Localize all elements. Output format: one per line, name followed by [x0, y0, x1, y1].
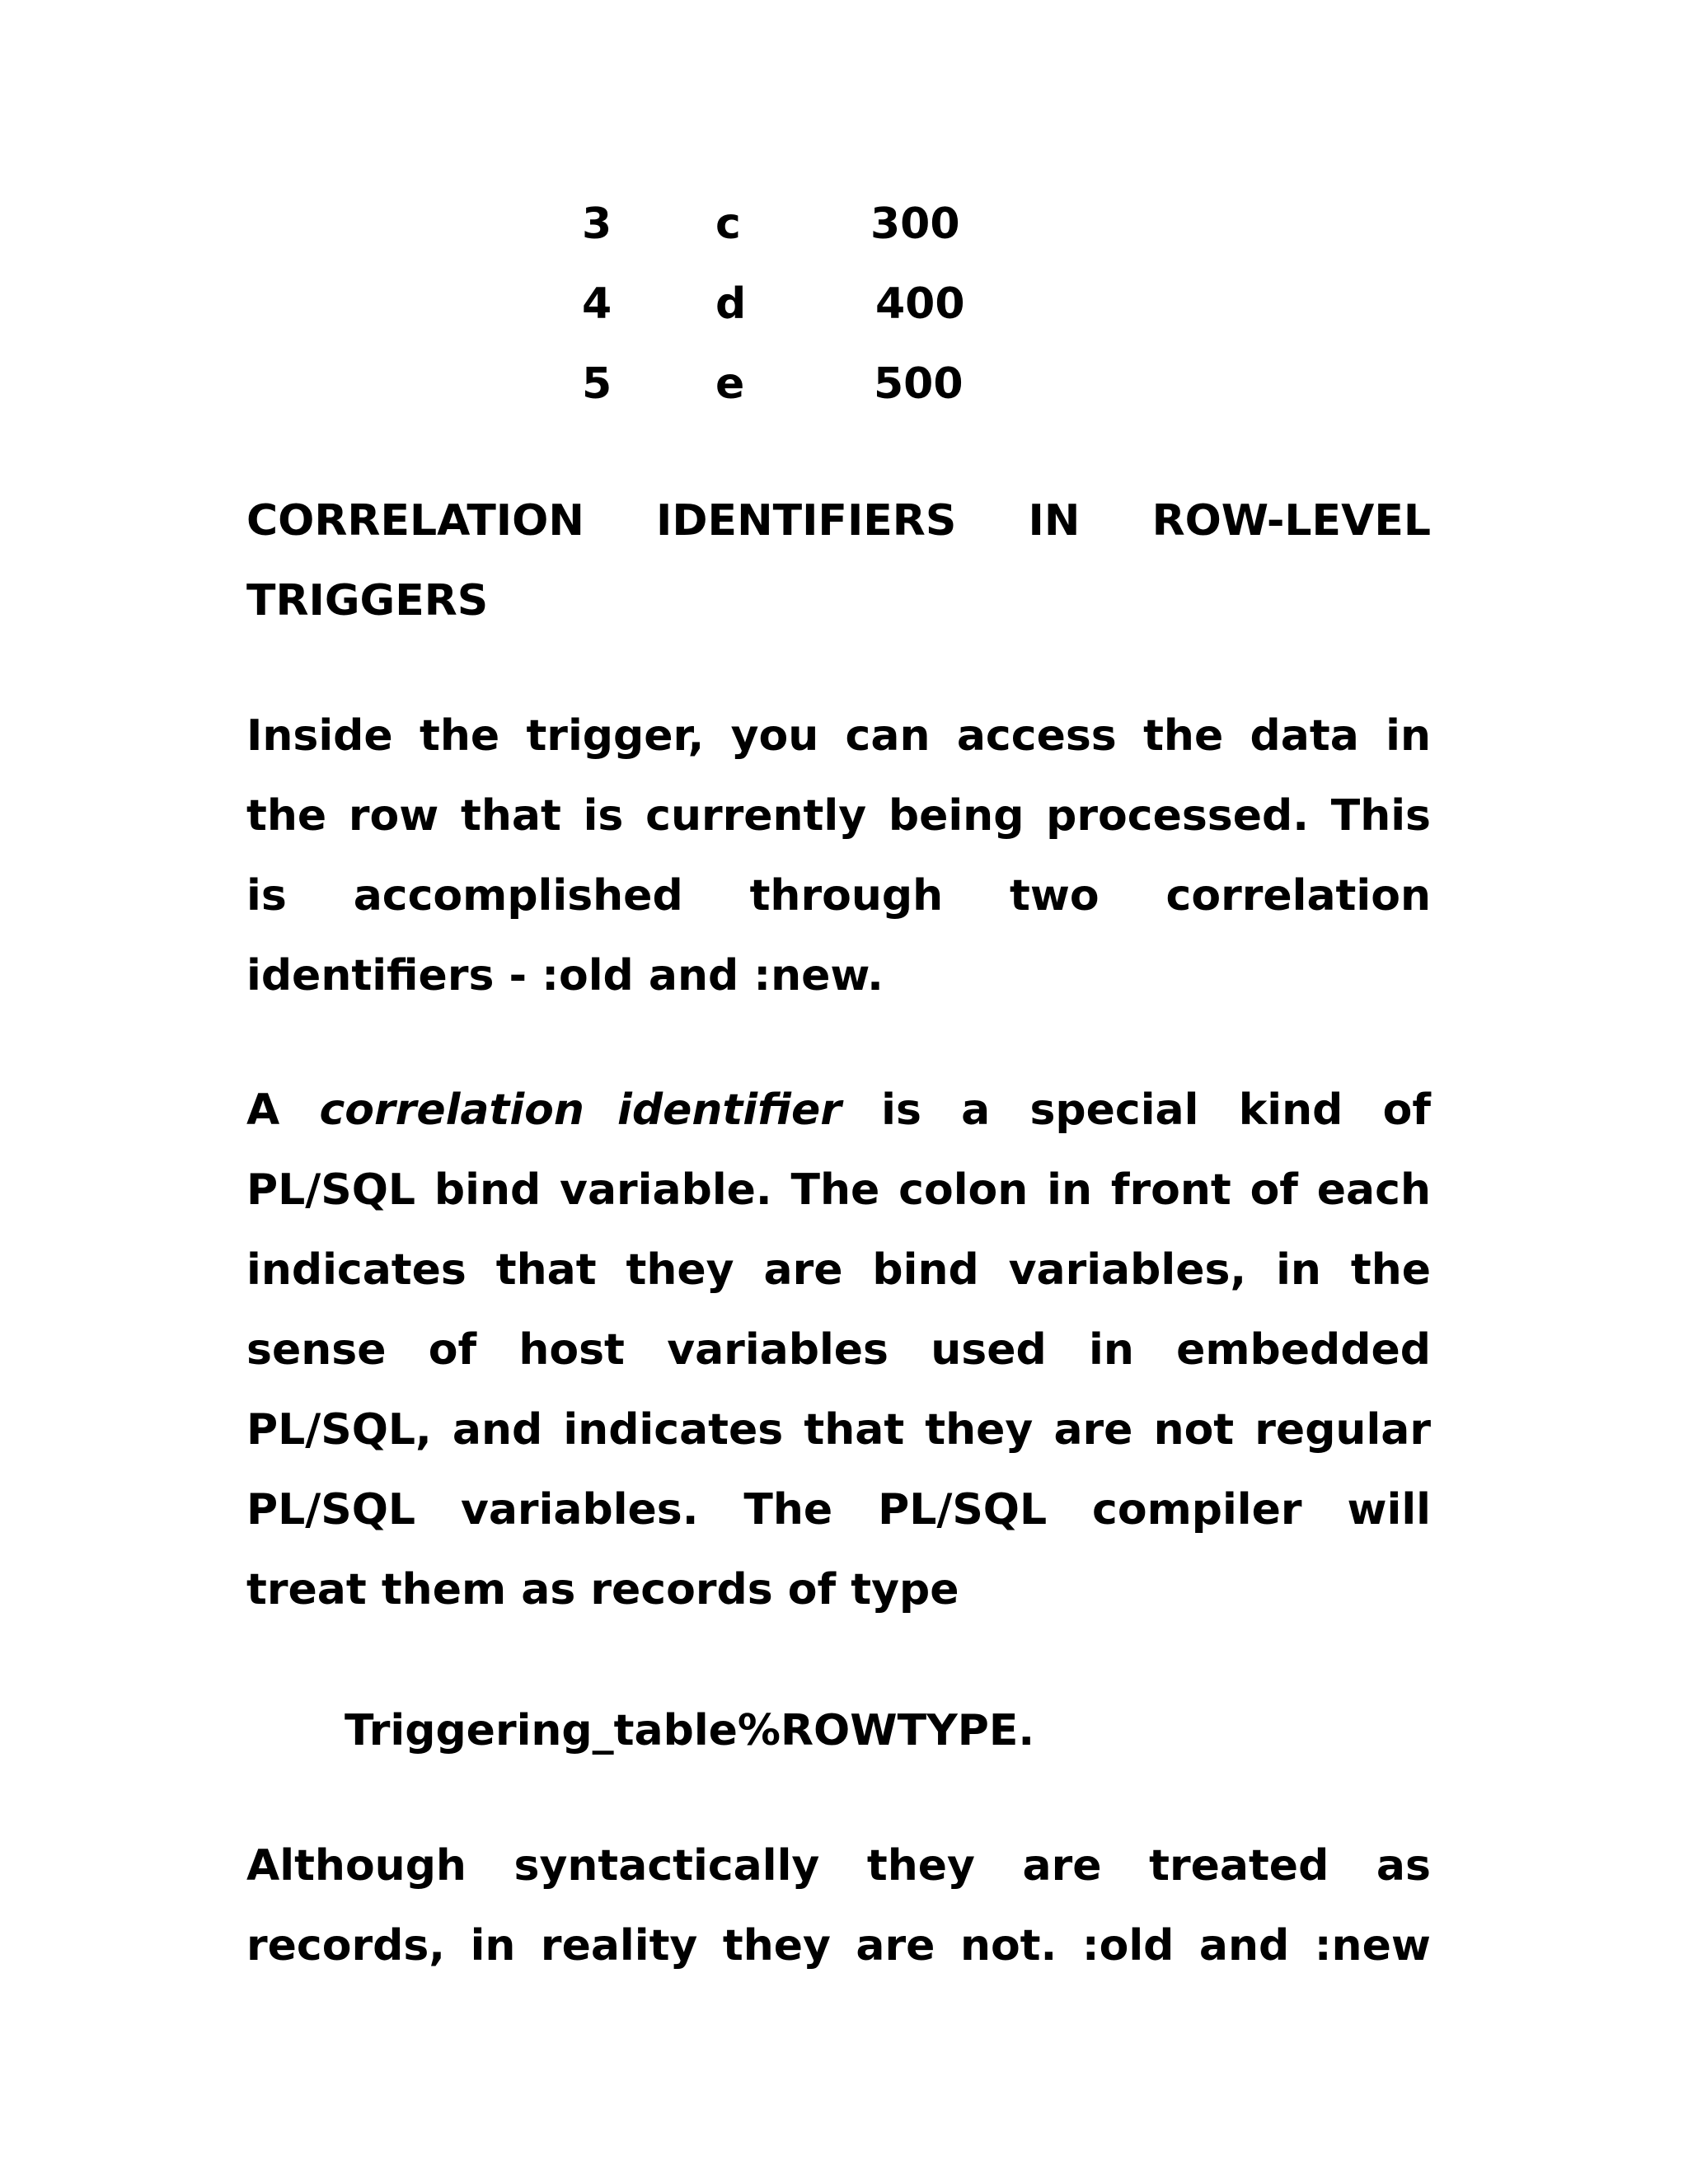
paragraph-line: treat them as records of type — [246, 1565, 959, 1615]
line-word: variables. — [460, 1485, 699, 1535]
paragraph-line — [246, 1470, 1431, 1550]
line-word: The — [743, 1485, 833, 1535]
line-word: are — [1022, 1841, 1102, 1891]
table-cell-value: 400 — [875, 279, 965, 329]
heading-word: IDENTIFIERS — [656, 496, 957, 546]
line-text: PL/SQL, and indicates that they are not regular — [246, 1405, 1431, 1455]
line-word: two — [1010, 871, 1100, 921]
line-word: correlation — [1165, 871, 1431, 921]
line-word: variables — [667, 1325, 889, 1375]
line-word: :new — [1314, 1921, 1431, 1971]
table-row — [0, 351, 1688, 417]
line-word: records, — [246, 1921, 446, 1971]
heading-word: ROW-LEVEL — [1151, 496, 1431, 546]
line-word: special — [1029, 1085, 1199, 1135]
heading-line — [246, 481, 1431, 561]
table-cell-id: 4 — [582, 279, 612, 329]
line-word: of — [428, 1325, 477, 1375]
table-cell-value: 300 — [870, 199, 960, 249]
paragraph-line — [246, 1906, 1431, 1986]
line-word: through — [749, 871, 944, 921]
line-word: sense — [246, 1325, 387, 1375]
line-word: embedded — [1176, 1325, 1431, 1375]
table-cell-code: d — [715, 279, 747, 329]
line-word: accomplished — [353, 871, 683, 921]
heading-word: CORRELATION — [246, 496, 584, 546]
paragraph-line: identifiers - :old and :new. — [246, 951, 884, 1001]
paragraph-line — [246, 1310, 1431, 1390]
table-cell-code: c — [715, 199, 741, 249]
table-cell-code: e — [715, 359, 745, 409]
line-word: is — [246, 871, 287, 921]
line-text: indicates that they are bind variables, in the — [246, 1245, 1431, 1295]
paragraph-line — [246, 1826, 1431, 1906]
line-word: Although — [246, 1841, 467, 1891]
section-heading — [246, 481, 1431, 641]
table-row — [0, 191, 1688, 257]
paragraph-line — [246, 696, 1431, 776]
line-word: :old — [1081, 1921, 1175, 1971]
line-word: used — [931, 1325, 1047, 1375]
table-cell-id: 5 — [582, 359, 612, 409]
paragraph — [246, 1826, 1431, 1986]
paragraph-line — [246, 776, 1431, 856]
line-word: reality — [540, 1921, 698, 1971]
line-word: will — [1347, 1485, 1431, 1535]
line-word: PL/SQL — [878, 1485, 1048, 1535]
line-word: in — [1089, 1325, 1134, 1375]
line-word: is — [881, 1085, 921, 1135]
paragraph-line — [246, 1071, 1431, 1151]
heading-word: IN — [1028, 496, 1081, 546]
table-cell-id: 3 — [582, 199, 612, 249]
line-word: host — [518, 1325, 625, 1375]
line-word: not. — [959, 1921, 1057, 1971]
paragraph-line — [246, 1230, 1431, 1310]
line-text: PL/SQL bind variable. The colon in front of each — [246, 1165, 1431, 1215]
code-line: Triggering_table%ROWTYPE. — [345, 1706, 1035, 1755]
line-text: Inside the trigger, you can access the data in — [246, 711, 1431, 761]
paragraph — [246, 696, 1431, 1016]
line-word: A — [246, 1085, 280, 1135]
table-row — [0, 271, 1688, 337]
line-word: they — [866, 1841, 975, 1891]
line-word: treated — [1149, 1841, 1329, 1891]
line-word: kind — [1238, 1085, 1343, 1135]
line-word: are — [856, 1921, 935, 1971]
heading-line: TRIGGERS — [246, 576, 489, 626]
paragraph-line — [246, 1390, 1431, 1470]
line-word: as — [1376, 1841, 1431, 1891]
paragraph-line — [246, 856, 1431, 936]
line-word: and — [1198, 1921, 1290, 1971]
line-text: the row that is currently being processed. This — [246, 791, 1431, 841]
paragraph — [246, 1071, 1431, 1630]
line-word: a — [961, 1085, 991, 1135]
line-word: of — [1382, 1085, 1431, 1135]
table-cell-value: 500 — [874, 359, 964, 409]
paragraph-line — [246, 1151, 1431, 1230]
line-word: syntactically — [513, 1841, 820, 1891]
italic-term: correlation identifier — [319, 1085, 842, 1135]
line-word: PL/SQL — [246, 1485, 416, 1535]
line-word: they — [722, 1921, 831, 1971]
line-word: in — [470, 1921, 516, 1971]
line-word: compiler — [1092, 1485, 1302, 1535]
